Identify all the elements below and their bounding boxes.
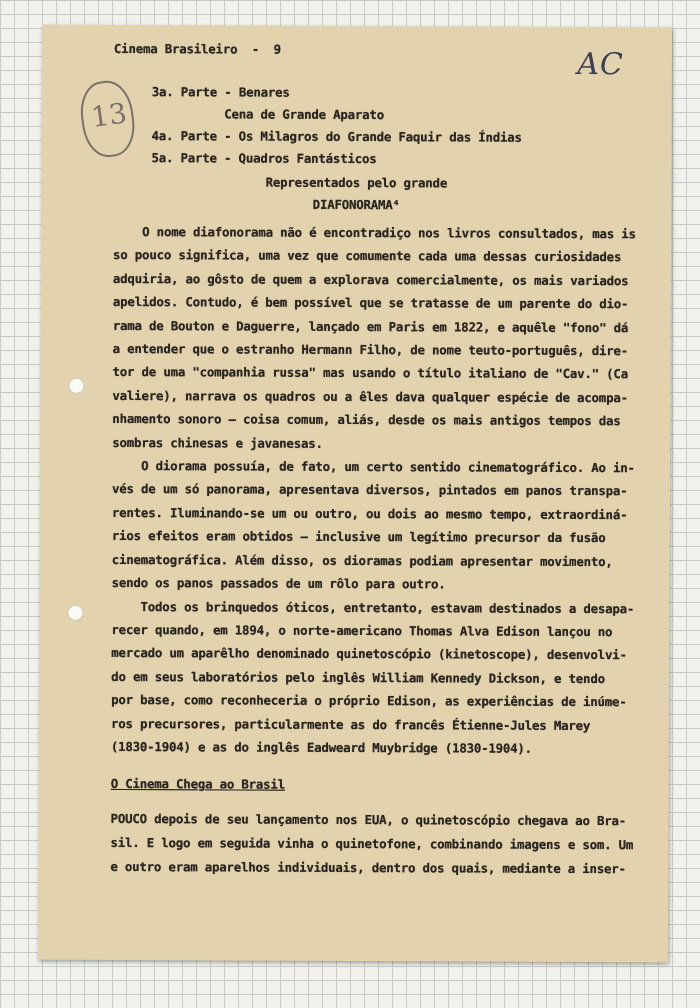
circled-number-annotation <box>77 78 139 160</box>
body-text-part2: POUCO depois de seu lançamento nos EUA, o quinetoscópio chegava ao Bra- sil. E logo em seguida vinha o quinetofone, combinando imagens e som. Um e outro eram aparelhos individuais, dentro dos quais, mediante a inser- <box>110 810 634 877</box>
punch-hole <box>67 605 83 621</box>
handwritten-initials: AC <box>577 46 624 83</box>
program-parts: 3a. Parte - Benares Cena de Grande Aparato 4a. Parte - Os Milagros do Grande Faquir das Índias 5a. Parte - Quadros Fantásticos <box>151 84 522 167</box>
presented-by-line: Representados pelo grande <box>265 174 448 191</box>
typewritten-page <box>38 25 672 963</box>
diaporama-title: DIAFONORAMA⁴ <box>312 196 400 213</box>
page-header: Cinema Brasileiro - 9 <box>113 40 281 57</box>
section-heading: O Cinema Chega ao Brasil <box>110 775 286 792</box>
punch-hole <box>68 378 84 394</box>
body-text-part1: O nome diafonorama não é encontradiço nos livros consultados, mas is so pouco significa, uma vez que comumente cada uma dessas curiosidades adquiria, ao gôsto de quem a explorava comercialmente, os mais variados apelidos. Contudo, é bem possível que se tratasse de um parente do dio- rama de Bouton e Daguerre, lançado em Paris em 1822, e aquêle "fono" dá a entender que o estranho Hermann Filho, de nome teuto-português, dire- tor de uma "companhia russa" mas usando o título italiano de "Cav." (Ca valiere), narrava os quadros ou a êles dava qualquer espécie de acompa- nhamento sonoro — coisa comum, aliás, desde os mais antigos tempos das sombras chinesas e javanesas. O diorama possuía, de fato, um certo sentido cinematográfico. Ao in- vés de um só panorama, apresentava diversos, pintados em panos transpa- rentes. Iluminando-se um ou outro, ou dois ao mesmo tempo, extraordiná- rios efeitos eram obtidos — inclusive um legítimo precursor da fusão cinematográfica. Além disso, os dioramas podiam apresentar movimento, sendo os panos passados de um rôlo para outro. Todos os brinquedos óticos, entretanto, estavam destinados a desapa- recer quando, em 1894, o norte-americano Thomas Alva Edison lançou no mercado um aparêlho denominado quinetoscópio (kinetoscope), desenvolvi- do em seus laboratórios pelo inglês William Kennedy Dickson, e tendo por base, como reconheceria o próprio Edison, as experiências de inúme- ros precursores, particularmente as do francês Étienne-Jules Marey (1830-1904) e as do inglês Eadweard Muybridge (1830-1904). <box>110 223 636 756</box>
handwritten-number: 13 <box>89 96 129 134</box>
